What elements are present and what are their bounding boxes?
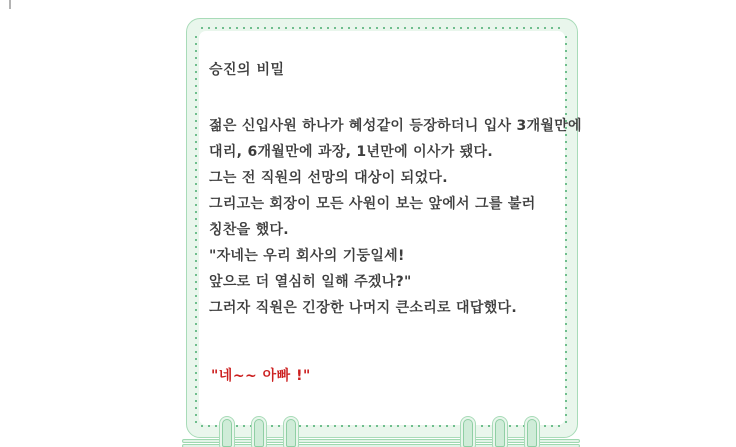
binder-ring: [495, 419, 505, 447]
note-body-line: 대리, 6개월만에 과장, 1년만에 이사가 됐다.: [209, 144, 493, 160]
notepad-edge-strip: [182, 439, 580, 443]
note-punchline: "네~~ 아빠 !": [211, 368, 311, 384]
binder-ring: [527, 419, 537, 447]
note-body: [209, 113, 582, 321]
note-body-line: 그러자 직원은 긴장한 나머지 큰소리로 대답했다.: [209, 300, 517, 316]
note-body-line: 칭찬을 했다.: [209, 222, 289, 238]
note-body-line: 그리고는 회장이 모든 사원이 보는 앞에서 그를 불러: [209, 196, 536, 212]
note-body-line: "자네는 우리 회사의 기둥일세!: [209, 248, 405, 264]
note-body-line: 앞으로 더 열심히 일해 주겠나?": [209, 274, 412, 290]
note-body-line: 그는 전 직원의 선망의 대상이 되었다.: [209, 170, 448, 186]
stray-mark: [9, 0, 11, 9]
binder-ring: [222, 419, 232, 447]
binder-ring: [463, 419, 473, 447]
binder-ring: [286, 419, 296, 447]
note-card: [186, 18, 582, 438]
binder-ring: [254, 419, 264, 447]
note-title: 승진의 비밀: [209, 62, 285, 78]
note-body-line: 젊은 신입사원 하나가 혜성같이 등장하더니 입사 3개월만에: [209, 118, 582, 134]
